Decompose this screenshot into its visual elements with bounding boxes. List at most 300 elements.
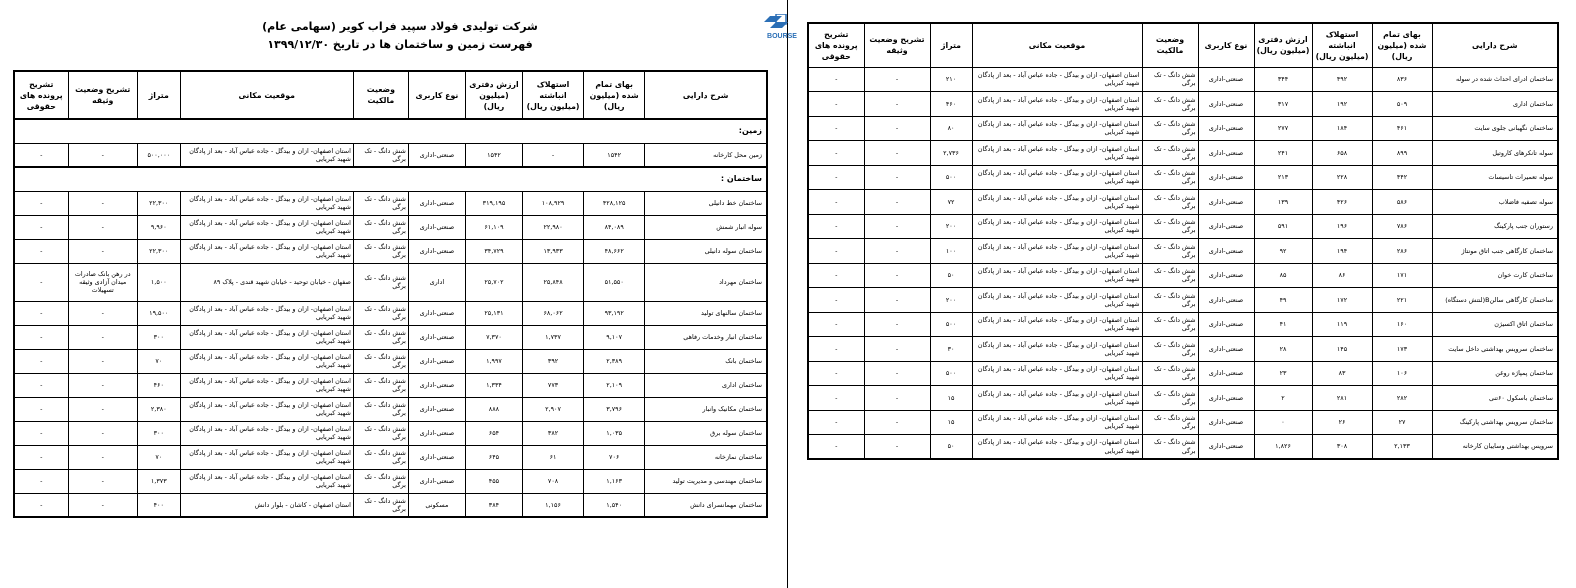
cell-cost: ۱,۰۳۵	[584, 421, 645, 445]
table-row	[808, 386, 1558, 411]
table-row	[808, 410, 1558, 435]
cell-area: ۷۰	[137, 349, 180, 373]
cell-area: ۴۰۰	[137, 493, 180, 517]
cell-mortgage: -	[68, 373, 137, 397]
land-buildings-table-left	[13, 70, 768, 518]
cell-mortgage: -	[68, 191, 137, 215]
cell-desc: ساختمان خط دانیلی	[645, 191, 767, 215]
cell-legal: -	[808, 410, 864, 435]
section-land	[14, 119, 767, 143]
cell-desc: سوله تعمیرات تاسیسات	[1432, 165, 1558, 190]
cell-area: ۳۰	[930, 337, 972, 362]
cell-loc: استان اصفهان- ازان و بیدگل - جاده عباس آباد - بعد از پادگان شهید کبریایی	[180, 373, 353, 397]
cell-legal: -	[14, 397, 68, 421]
cell-use: صنعتی-اداری	[408, 215, 465, 239]
cell-area: ۱,۵۰۰	[137, 263, 180, 301]
cell-desc: سوله تصفیه فاضلاب	[1432, 190, 1558, 215]
cell-book: ۶۴۵	[465, 445, 522, 469]
cell-area: ۱,۳۷۳	[137, 469, 180, 493]
cell-mortgage: -	[864, 386, 930, 411]
cell-dep: ۱۷۲	[1312, 288, 1372, 313]
cell-dep: ۶۸,۰۶۲	[522, 301, 583, 325]
cell-cost: ۸۹۹	[1372, 141, 1432, 166]
land-buildings-table-right	[807, 22, 1559, 460]
col-use: نوع کاربری	[408, 71, 465, 119]
cell-cost: ۴۲۸,۱۲۵	[584, 191, 645, 215]
cell-book: ۶۵۴	[465, 421, 522, 445]
cell-mortgage: -	[864, 361, 930, 386]
cell-desc: رستوران جنب پارکینگ	[1432, 214, 1558, 239]
cell-own: شش دانگ - تک برگی	[1142, 165, 1198, 190]
cell-legal: -	[14, 143, 68, 167]
cell-desc: ساختمان سوله برق	[645, 421, 767, 445]
cell-own: شش دانگ - تک برگی	[1142, 141, 1198, 166]
col-mortgage: تشریح وضعیت وثیقه	[68, 71, 137, 119]
cell-book: ۱۵۴۲	[465, 143, 522, 167]
cell-legal: -	[808, 67, 864, 92]
col-legal: تشریح پرونده های حقوقی	[14, 71, 68, 119]
cell-mortgage: -	[864, 116, 930, 141]
cell-mortgage: -	[864, 165, 930, 190]
cell-loc: استان اصفهان- ازان و بیدگل - جاده عباس آباد - بعد از پادگان شهید کبریایی	[180, 421, 353, 445]
cell-cost: ۲۷	[1372, 410, 1432, 435]
table-row	[808, 190, 1558, 215]
cell-area: ۱۵	[930, 386, 972, 411]
cell-dep: ۴۹۲	[1312, 67, 1372, 92]
cell-cost: ۷۰۶	[584, 445, 645, 469]
cell-book: ۴۱	[1254, 312, 1312, 337]
cell-own: شش دانگ - تک برگی	[353, 469, 408, 493]
cell-use: صنعتی-اداری	[1198, 165, 1254, 190]
cell-loc: استان اصفهان- ازان و بیدگل - جاده عباس آباد - بعد از پادگان شهید کبریایی	[972, 116, 1142, 141]
cell-desc: ساختمان باسکول ۶۰تنی	[1432, 386, 1558, 411]
col-book: ارزش دفتری (میلیون ریال)	[1254, 23, 1312, 67]
table-row	[14, 239, 767, 263]
cell-own: شش دانگ - تک برگی	[1142, 386, 1198, 411]
cell-desc: ساختمان ادرای احداث شده در سوله	[1432, 67, 1558, 92]
cell-own: شش دانگ - تک برگی	[353, 191, 408, 215]
cell-use: صنعتی-اداری	[1198, 190, 1254, 215]
cell-cost: ۲,۱۳۳	[1372, 435, 1432, 460]
cell-desc: ساختمان مهمانسرای دانش	[645, 493, 767, 517]
table-row	[808, 165, 1558, 190]
company-name: شرکت تولیدی فولاد سپید فراب کویر (سهامی عام)	[262, 20, 538, 33]
cell-loc: استان اصفهان- ازان و بیدگل - جاده عباس آباد - بعد از پادگان شهید کبریایی	[972, 386, 1142, 411]
cell-cost: ۵۰۹	[1372, 92, 1432, 117]
cell-cost: ۴۴۲	[1372, 165, 1432, 190]
cell-cost: ۸۴,۰۸۹	[584, 215, 645, 239]
cell-use: صنعتی-اداری	[408, 421, 465, 445]
cell-legal: -	[14, 421, 68, 445]
cell-desc: ساختمان پمپاژه روغن	[1432, 361, 1558, 386]
cell-loc: استان اصفهان- ازان و بیدگل - جاده عباس آباد - بعد از پادگان شهید کبریایی	[972, 165, 1142, 190]
cell-loc: استان اصفهان- ازان و بیدگل - جاده عباس آباد - بعد از پادگان شهید کبریایی	[972, 337, 1142, 362]
cell-legal: -	[14, 301, 68, 325]
table-row	[808, 239, 1558, 264]
cell-area: ۲۱۰	[930, 67, 972, 92]
cell-legal: -	[808, 239, 864, 264]
cell-legal: -	[14, 263, 68, 301]
cell-book: ۳۸۴	[465, 493, 522, 517]
cell-area: ۲,۳۸۰	[137, 397, 180, 421]
table-row	[14, 349, 767, 373]
cell-dep: ۱۹۲	[1312, 92, 1372, 117]
cell-dep: ۱۱۹	[1312, 312, 1372, 337]
table-row	[14, 215, 767, 239]
col-loc: موقعیت مکانی	[180, 71, 353, 119]
cell-book: ۸۵	[1254, 263, 1312, 288]
col-legal: تشریح پرونده های حقوقی	[808, 23, 864, 67]
document-subtitle: فهرست زمین و ساختمان ها در تاریخ ۱۳۹۹/۱۲/۳۰	[267, 38, 533, 51]
cell-area: ۱۰۰	[930, 239, 972, 264]
cell-legal: -	[808, 92, 864, 117]
table-row	[808, 92, 1558, 117]
cell-use: صنعتی-اداری	[1198, 67, 1254, 92]
cell-book: ۳۴۴	[1254, 67, 1312, 92]
cell-own: شش دانگ - تک برگی	[353, 397, 408, 421]
table-row	[808, 312, 1558, 337]
col-own: وضعیت مالکیت	[1142, 23, 1198, 67]
cell-own: شش دانگ - تک برگی	[1142, 312, 1198, 337]
cell-mortgage: -	[864, 288, 930, 313]
cell-legal: -	[808, 116, 864, 141]
cell-use: صنعتی-اداری	[408, 301, 465, 325]
cell-own: شش دانگ - تک برگی	[353, 349, 408, 373]
cell-mortgage: -	[864, 263, 930, 288]
section-label: ساختمان :	[14, 167, 767, 191]
cell-dep: ۷۰۸	[522, 469, 583, 493]
cell-desc: ساختمان مهرداد	[645, 263, 767, 301]
cell-loc: استان اصفهان- ازان و بیدگل - جاده عباس آباد - بعد از پادگان شهید کبریایی	[972, 410, 1142, 435]
cell-book: ۱,۹۹۷	[465, 349, 522, 373]
cell-book: ۴۵۵	[465, 469, 522, 493]
cell-loc: استان اصفهان- ازان و بیدگل - جاده عباس آباد - بعد از پادگان شهید کبریایی	[972, 263, 1142, 288]
cell-own: شش دانگ - تک برگی	[353, 493, 408, 517]
cell-desc: ساختمان بانک	[645, 349, 767, 373]
cell-mortgage: -	[864, 214, 930, 239]
cell-desc: ساختمان سوله دانیلی	[645, 239, 767, 263]
cell-book: ۷,۳۷۰	[465, 325, 522, 349]
cell-desc: ساختمان انبار وخدمات رفاهی	[645, 325, 767, 349]
cell-area: ۷۰	[137, 445, 180, 469]
cell-legal: -	[808, 435, 864, 460]
cell-dep: ۲,۹۰۷	[522, 397, 583, 421]
cell-cost: ۲,۳۸۹	[584, 349, 645, 373]
cell-use: صنعتی-اداری	[1198, 361, 1254, 386]
cell-cost: ۴۶۱	[1372, 116, 1432, 141]
col-desc: شرح دارایی	[645, 71, 767, 119]
cell-own: شش دانگ - تک برگی	[1142, 239, 1198, 264]
cell-own: شش دانگ - تک برگی	[1142, 435, 1198, 460]
cell-cost: ۲۸۲	[1372, 386, 1432, 411]
cell-legal: -	[14, 373, 68, 397]
cell-loc: استان اصفهان- ازان و بیدگل - جاده عباس آباد - بعد از پادگان شهید کبریایی	[972, 67, 1142, 92]
cell-legal: -	[808, 165, 864, 190]
cell-book: ۳۴,۷۲۹	[465, 239, 522, 263]
cell-book: ۲	[1254, 386, 1312, 411]
cell-dep: -	[522, 143, 583, 167]
cell-use: اداری	[408, 263, 465, 301]
cell-legal: -	[808, 263, 864, 288]
right-page	[790, 0, 1576, 588]
cell-dep: ۲۲۸	[1312, 165, 1372, 190]
cell-use: صنعتی-اداری	[408, 325, 465, 349]
cell-legal: -	[14, 469, 68, 493]
cell-area: ۱۹,۵۰۰	[137, 301, 180, 325]
cell-mortgage: -	[68, 493, 137, 517]
cell-desc: ساختمان مهندسی و مدیریت تولید	[645, 469, 767, 493]
cell-use: صنعتی-اداری	[1198, 239, 1254, 264]
cell-desc: ساختمان سالنهای تولید	[645, 301, 767, 325]
cell-book: ۱,۳۳۴	[465, 373, 522, 397]
cell-area: ۲۲,۳۰۰	[137, 191, 180, 215]
cell-own: شش دانگ - تک برگی	[353, 445, 408, 469]
col-loc: موقعیت مکانی	[972, 23, 1142, 67]
cell-area: ۴۶۰	[137, 373, 180, 397]
cell-legal: -	[808, 337, 864, 362]
cell-cost: ۱۰۶	[1372, 361, 1432, 386]
cell-book: ۲۴۱	[1254, 141, 1312, 166]
table-row	[14, 143, 767, 167]
cell-desc: ساختمان نگهبانی جلوی سایت	[1432, 116, 1558, 141]
cell-area: ۵۰	[930, 263, 972, 288]
cell-cost: ۱,۵۴۰	[584, 493, 645, 517]
cell-book: ۳۱۷	[1254, 92, 1312, 117]
cell-mortgage: -	[864, 190, 930, 215]
cell-loc: استان اصفهان- ازان و بیدگل - جاده عباس آباد - بعد از پادگان شهید کبریایی	[972, 435, 1142, 460]
cell-use: صنعتی-اداری	[1198, 92, 1254, 117]
cell-book: ۲۸	[1254, 337, 1312, 362]
table-row	[808, 288, 1558, 313]
table-row	[808, 116, 1558, 141]
cell-mortgage: -	[68, 421, 137, 445]
cell-use: صنعتی-اداری	[1198, 141, 1254, 166]
cell-area: ۵۰	[930, 435, 972, 460]
cell-cost: ۹۳,۱۹۲	[584, 301, 645, 325]
table-header-row	[808, 23, 1558, 67]
cell-cost: ۲۸۶	[1372, 239, 1432, 264]
cell-dep: ۲۶	[1312, 410, 1372, 435]
cell-desc: ساختمان کارگاهی جنب اتاق مونتاژ	[1432, 239, 1558, 264]
table-row	[808, 361, 1558, 386]
cell-use: صنعتی-اداری	[1198, 312, 1254, 337]
cell-loc: استان اصفهان- ازان و بیدگل - جاده عباس آباد - بعد از پادگان شهید کبریایی	[972, 92, 1142, 117]
table-row	[14, 263, 767, 301]
cell-own: شش دانگ - تک برگی	[1142, 410, 1198, 435]
cell-use: صنعتی-اداری	[408, 349, 465, 373]
cell-dep: ۱۰۸,۹۲۹	[522, 191, 583, 215]
cell-own: شش دانگ - تک برگی	[1142, 214, 1198, 239]
table-row	[808, 67, 1558, 92]
cell-dep: ۱,۷۳۷	[522, 325, 583, 349]
cell-desc: ساختمان کارت خوان	[1432, 263, 1558, 288]
cell-dep: ۱۳,۹۳۳	[522, 239, 583, 263]
cell-mortgage: -	[864, 141, 930, 166]
table-row	[14, 469, 767, 493]
cell-book: ۲۳	[1254, 361, 1312, 386]
cell-legal: -	[808, 288, 864, 313]
cell-area: ۸۰	[930, 116, 972, 141]
cell-loc: صفهان - خیابان توحید - خیابان شهید قندی - پلاک ۸۹	[180, 263, 353, 301]
cell-book: ۱,۸۲۶	[1254, 435, 1312, 460]
cell-dep: ۳۹۲	[522, 349, 583, 373]
cell-cost: ۹,۱۰۷	[584, 325, 645, 349]
cell-area: ۹,۹۶۰	[137, 215, 180, 239]
cell-area: ۵۰۰	[930, 165, 972, 190]
cell-mortgage: -	[68, 349, 137, 373]
cell-area: ۲۲,۳۰۰	[137, 239, 180, 263]
cell-mortgage: -	[864, 410, 930, 435]
cell-desc: سوله تانکرهای کاروتیل	[1432, 141, 1558, 166]
cell-book: ۴۹	[1254, 288, 1312, 313]
cell-legal: -	[14, 325, 68, 349]
cell-loc: استان اصفهان- ازان و بیدگل - جاده عباس آباد - بعد از پادگان شهید کبریایی	[180, 469, 353, 493]
cell-mortgage: -	[68, 397, 137, 421]
cell-area: ۷۲	[930, 190, 972, 215]
cell-desc: ساختمان اتاق اکسیژن	[1432, 312, 1558, 337]
table-row	[808, 435, 1558, 460]
cell-legal: -	[14, 191, 68, 215]
cell-use: صنعتی-اداری	[1198, 386, 1254, 411]
cell-loc: استان اصفهان- ازان و بیدگل - جاده عباس آباد - بعد از پادگان شهید کبریایی	[972, 239, 1142, 264]
cell-own: شش دانگ - تک برگی	[1142, 361, 1198, 386]
cell-desc: ساختمان کارگاهی سالنB(لنتش دستگاه)	[1432, 288, 1558, 313]
col-desc: شرح دارایی	[1432, 23, 1558, 67]
cell-dep: ۳۸۲	[522, 421, 583, 445]
cell-mortgage: -	[68, 143, 137, 167]
cell-cost: ۸۳۶	[1372, 67, 1432, 92]
cell-use: صنعتی-اداری	[1198, 288, 1254, 313]
cell-mortgage: -	[68, 469, 137, 493]
cell-area: ۱۵	[930, 410, 972, 435]
cell-use: صنعتی-اداری	[1198, 337, 1254, 362]
cell-own: شش دانگ - تک برگی	[1142, 116, 1198, 141]
document-header	[260, 18, 540, 54]
cell-cost: ۲,۱۰۹	[584, 373, 645, 397]
cell-use: صنعتی-اداری	[408, 445, 465, 469]
cell-cost: ۱۷۳	[1372, 337, 1432, 362]
cell-use: صنعتی-اداری	[408, 469, 465, 493]
cell-mortgage: -	[864, 67, 930, 92]
cell-book: ۹۲	[1254, 239, 1312, 264]
cell-dep: ۲۸۱	[1312, 386, 1372, 411]
cell-mortgage: -	[68, 445, 137, 469]
col-book: ارزش دفتری (میلیون ریال)	[465, 71, 522, 119]
cell-mortgage: -	[864, 337, 930, 362]
cell-legal: -	[14, 215, 68, 239]
cell-book: ۲۱۳	[1254, 165, 1312, 190]
cell-use: صنعتی-اداری	[1198, 214, 1254, 239]
cell-legal: -	[14, 445, 68, 469]
cell-dep: ۱۹۶	[1312, 214, 1372, 239]
col-use: نوع کاربری	[1198, 23, 1254, 67]
col-own: وضعیت مالکیت	[353, 71, 408, 119]
cell-area: ۵۰۰	[930, 361, 972, 386]
cell-area: ۵۰۰,۰۰۰	[137, 143, 180, 167]
col-dep: استهلاک انباشته (میلیون ریال)	[1312, 23, 1372, 67]
cell-use: صنعتی-اداری	[408, 373, 465, 397]
cell-book: ۲۵,۱۳۱	[465, 301, 522, 325]
cell-loc: استان اصفهان - کاشان - بلوار دانش	[180, 493, 353, 517]
cell-loc: استان اصفهان- ازان و بیدگل - جاده عباس آباد - بعد از پادگان شهید کبریایی	[180, 397, 353, 421]
cell-book: ۳۱۹,۱۹۵	[465, 191, 522, 215]
cell-loc: استان اصفهان- ازان و بیدگل - جاده عباس آباد - بعد از پادگان شهید کبریایی	[972, 214, 1142, 239]
cell-cost: ۱۶۰	[1372, 312, 1432, 337]
cell-mortgage: -	[864, 92, 930, 117]
cell-mortgage: -	[864, 239, 930, 264]
cell-legal: -	[14, 239, 68, 263]
col-area: متراژ	[930, 23, 972, 67]
cell-loc: استان اصفهان- ازان و بیدگل - جاده عباس آباد - بعد از پادگان شهید کبریایی	[180, 239, 353, 263]
cell-mortgage: -	[864, 435, 930, 460]
cell-dep: ۱۸۴	[1312, 116, 1372, 141]
cell-use: صنعتی-اداری	[1198, 435, 1254, 460]
cell-use: صنعتی-اداری	[408, 239, 465, 263]
cell-own: شش دانگ - تک برگی	[353, 373, 408, 397]
cell-area: ۴۶۰	[930, 92, 972, 117]
cell-desc: ساختمان اداری	[645, 373, 767, 397]
cell-dep: ۱۴۵	[1312, 337, 1372, 362]
cell-cost: ۷۸۶	[1372, 214, 1432, 239]
table-row	[808, 337, 1558, 362]
cell-cost: ۱۵۴۲	[584, 143, 645, 167]
cell-desc: سرویس بهداشتی وسایبان کارخانه	[1432, 435, 1558, 460]
cell-own: شش دانگ - تک برگی	[1142, 67, 1198, 92]
cell-use: مسکونی	[408, 493, 465, 517]
cell-own: شش دانگ - تک برگی	[1142, 263, 1198, 288]
cell-own: شش دانگ - تک برگی	[353, 325, 408, 349]
cell-use: صنعتی-اداری	[408, 397, 465, 421]
cell-dep: ۸۶	[1312, 263, 1372, 288]
cell-dep: ۲۲,۹۸۰	[522, 215, 583, 239]
table-row	[14, 301, 767, 325]
cell-cost: ۵۱,۵۵۰	[584, 263, 645, 301]
cell-loc: استان اصفهان- ازان و بیدگل - جاده عباس آباد - بعد از پادگان شهید کبریایی	[180, 301, 353, 325]
cell-own: شش دانگ - تک برگی	[353, 421, 408, 445]
cell-dep: ۶۱	[522, 445, 583, 469]
cell-book: ۲۷۷	[1254, 116, 1312, 141]
cell-dep: ۱۹۴	[1312, 239, 1372, 264]
cell-use: صنعتی-اداری	[1198, 410, 1254, 435]
table-header-row	[14, 71, 767, 119]
cell-loc: استان اصفهان- ازان و بیدگل - جاده عباس آباد - بعد از پادگان شهید کبریایی	[972, 361, 1142, 386]
cell-loc: استان اصفهان- ازان و بیدگل - جاده عباس آباد - بعد از پادگان شهید کبریایی	[972, 190, 1142, 215]
table-row	[808, 214, 1558, 239]
section-buildings	[14, 167, 767, 191]
cell-book: ۰	[1254, 410, 1312, 435]
cell-mortgage: -	[68, 239, 137, 263]
cell-loc: استان اصفهان- ازان و بیدگل - جاده عباس آباد - بعد از پادگان شهید کبریایی	[972, 141, 1142, 166]
cell-book: ۱۳۹	[1254, 190, 1312, 215]
table-row	[14, 421, 767, 445]
table-row	[14, 191, 767, 215]
cell-own: شش دانگ - تک برگی	[353, 263, 408, 301]
cell-area: ۳۰۰	[137, 421, 180, 445]
cell-cost: ۲۲۱	[1372, 288, 1432, 313]
cell-desc: ساختمان سرویس بهداشتی پارکینگ	[1432, 410, 1558, 435]
table-row	[14, 397, 767, 421]
logo-text: BOURSE	[767, 33, 797, 40]
table-row	[808, 263, 1558, 288]
cell-desc: سوله انبار شمش	[645, 215, 767, 239]
cell-legal: -	[14, 493, 68, 517]
cell-use: صنعتی-اداری	[1198, 263, 1254, 288]
cell-own: شش دانگ - تک برگی	[353, 239, 408, 263]
table-row	[14, 325, 767, 349]
cell-area: ۲۰۰	[930, 214, 972, 239]
cell-cost: ۴۸,۶۶۲	[584, 239, 645, 263]
cell-legal: -	[808, 214, 864, 239]
